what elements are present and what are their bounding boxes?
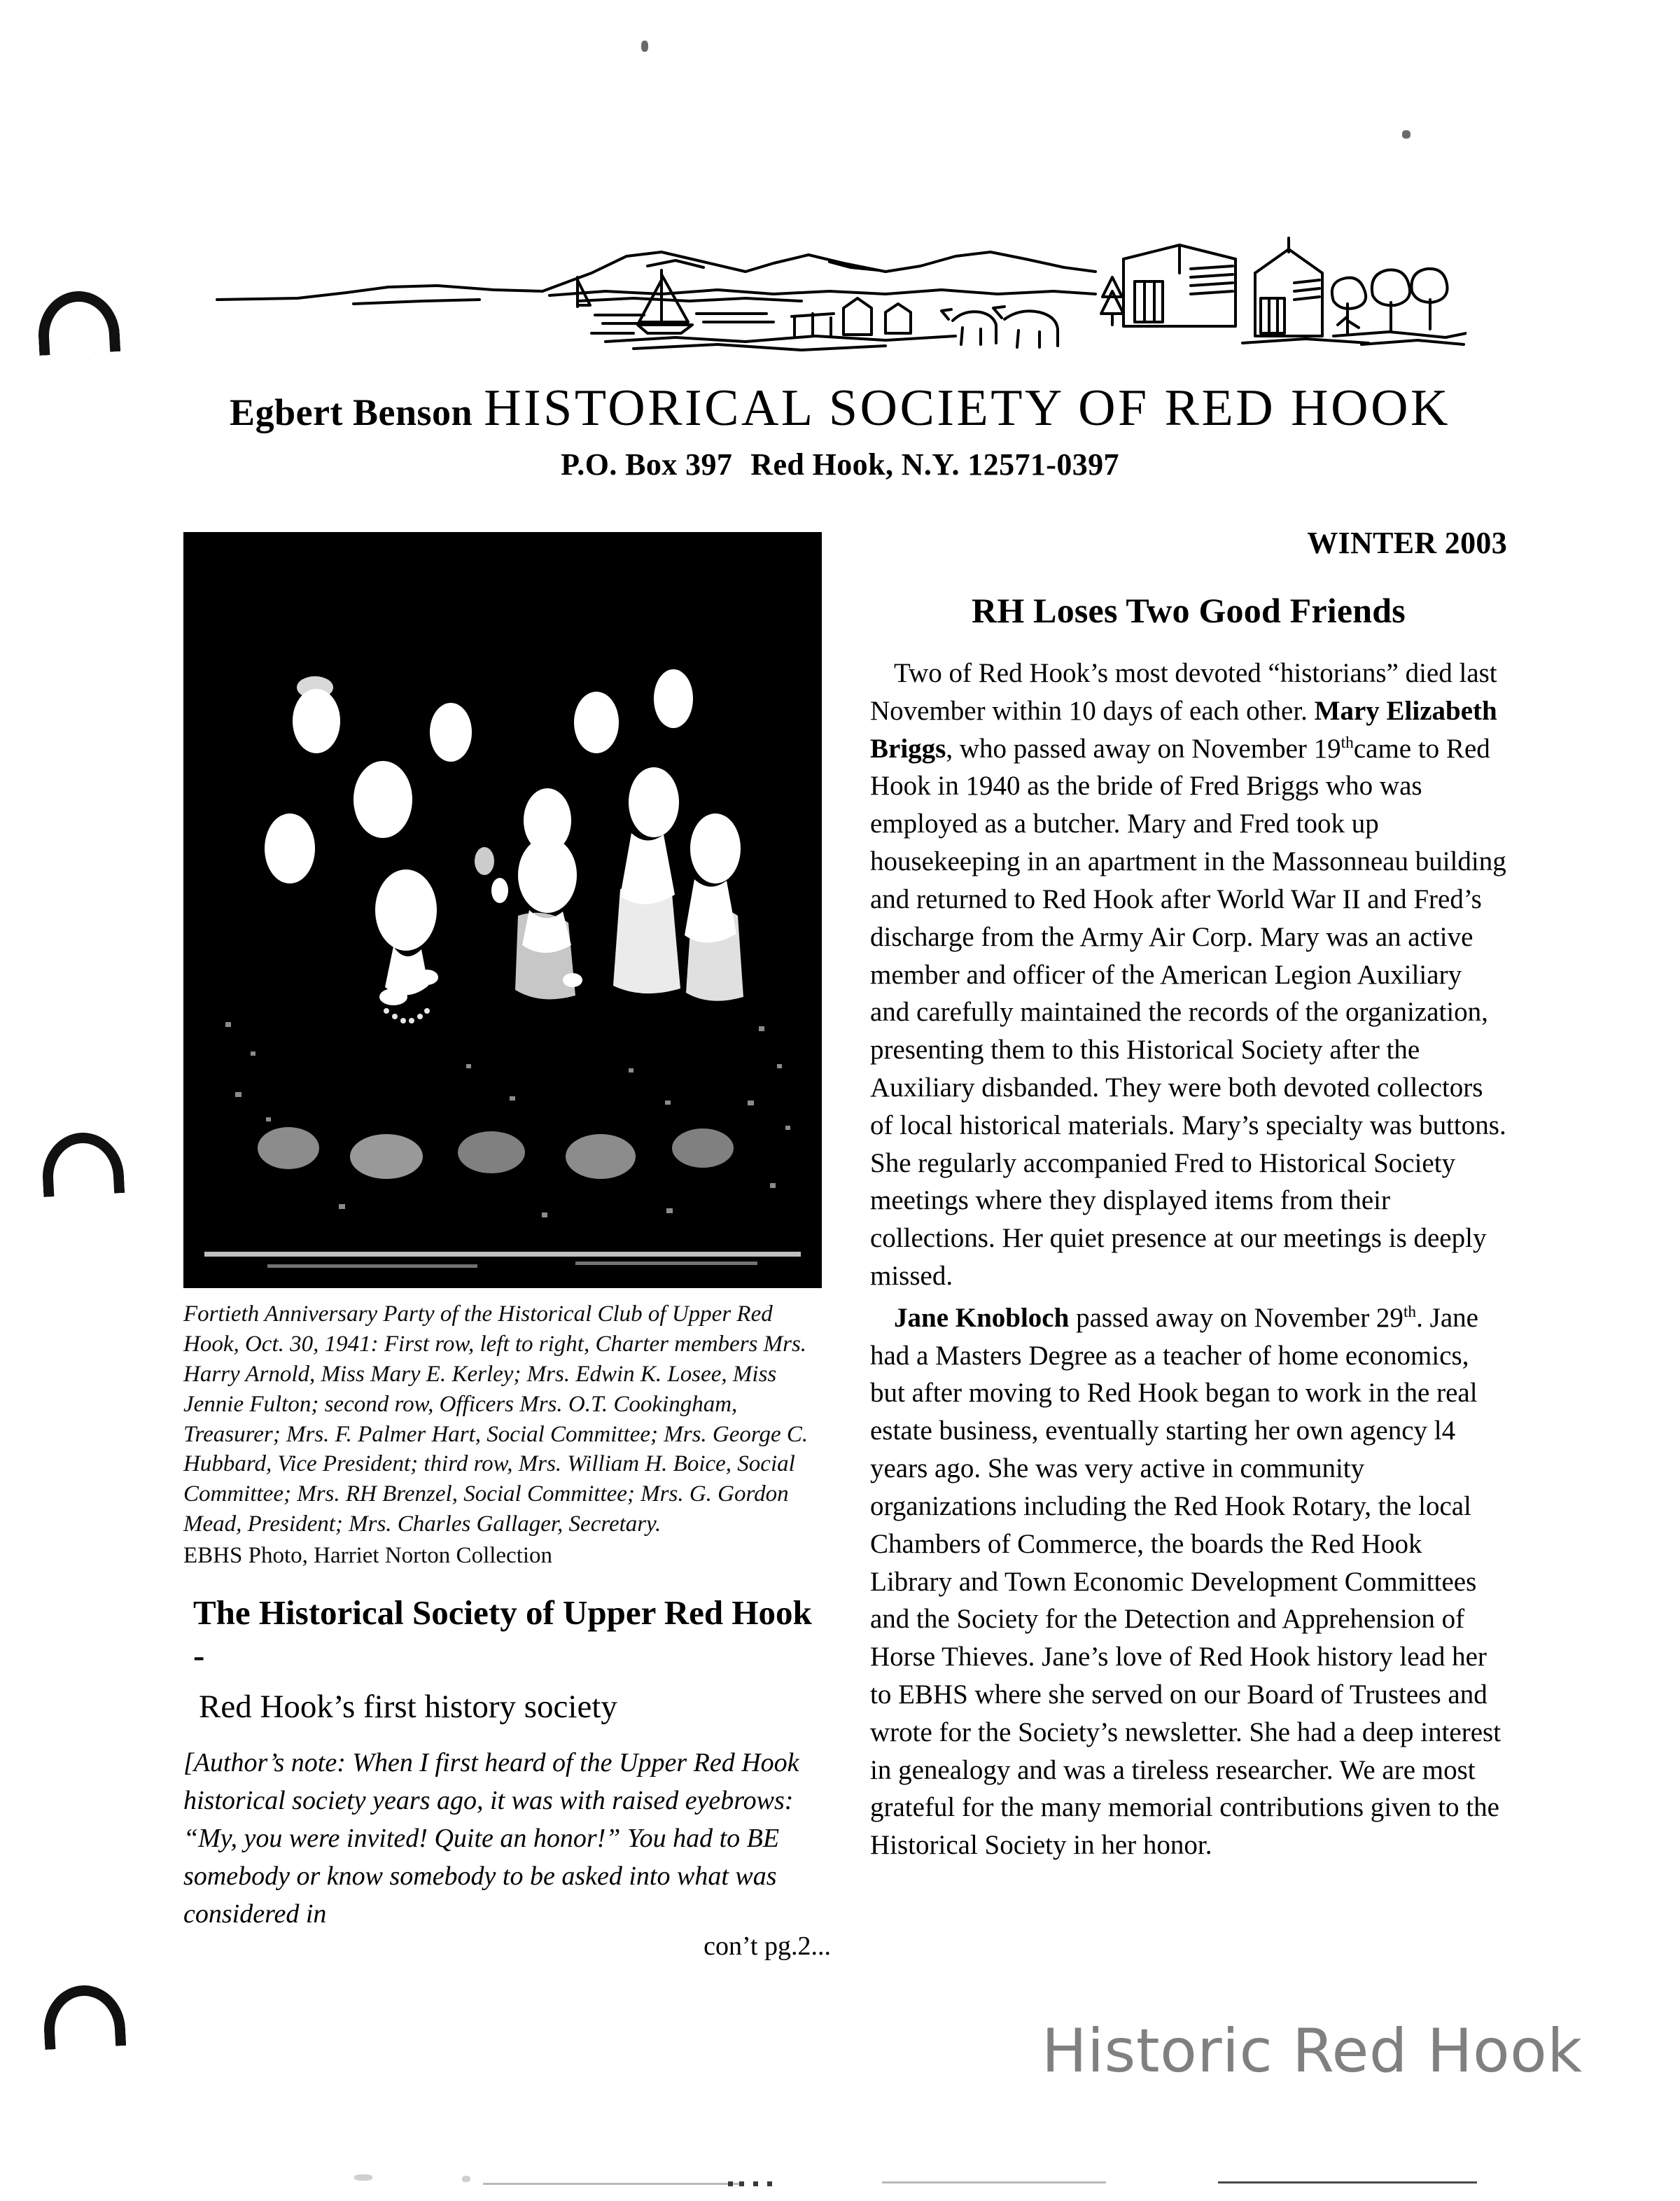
scan-speck bbox=[1402, 130, 1410, 139]
para1-after-a: , who passed away on November 19 bbox=[946, 733, 1341, 764]
scan-artifact bbox=[767, 2181, 772, 2186]
continued-note: con’t pg.2... bbox=[704, 1931, 831, 1961]
scan-speck bbox=[462, 2176, 470, 2182]
issue-date: WINTER 2003 bbox=[1307, 526, 1507, 560]
left-column bbox=[183, 532, 831, 1962]
article-title-rh-loses-two-good-friends: RH Loses Two Good Friends bbox=[972, 591, 1406, 630]
scan-speck bbox=[354, 2174, 372, 2181]
masthead-society-name: HISTORICAL SOCIETY OF RED HOOK bbox=[484, 379, 1450, 437]
group-photograph bbox=[183, 532, 822, 1288]
para1-lead: Two of Red Hook’s most devoted “historians” died last November within 10 days of each other. bbox=[870, 658, 1497, 726]
scan-artifact bbox=[483, 2183, 742, 2185]
article-headline-upper-red-hook: The Historical Society of Upper Red Hook - bbox=[193, 1593, 812, 1675]
masthead-script-name: Egbert Benson bbox=[230, 391, 473, 433]
masthead bbox=[0, 231, 1680, 482]
authors-note: [Author’s note: When I first heard of the Upper Red Hook historical society years ago, it was with raised eyebrows: “My, you were invited! Quite an honor!” You had to BE somebody or know somebody to be asked into what was considered in bbox=[183, 1747, 799, 1929]
ordinal-suffix: th bbox=[1403, 1302, 1417, 1321]
watermark-historic-red-hook: Historic Red Hook bbox=[1042, 2016, 1583, 2086]
scan-artifact bbox=[882, 2181, 1106, 2183]
photo-credit: EBHS Photo, Harriet Norton Collection bbox=[183, 1543, 553, 1569]
landscape-illustration-icon bbox=[214, 231, 1466, 364]
hole-punch-mark bbox=[42, 1983, 126, 2050]
obituary-paragraph-mary-briggs bbox=[870, 655, 1507, 1295]
obituary-paragraph-jane-knobloch bbox=[870, 1299, 1507, 1864]
scan-artifact bbox=[1218, 2181, 1477, 2183]
po-box: P.O. Box 397 bbox=[561, 447, 733, 482]
masthead-title-line bbox=[0, 379, 1680, 437]
scan-artifact bbox=[739, 2181, 744, 2186]
caption-text: Fortieth Anniversary Party of the Historical Club of Upper Red Hook, Oct. 30, 1941: First row, left to right, Charter members Mrs. Harry Arnold, Miss Mary E. Kerley; Mrs. Edwin K. Losee, Miss Jennie Fulton; second row, Officers Mrs. O.T. Cookingham, Treasurer; Mrs. F. Palmer Hart, Social Committee; Mrs. George C. Hubbard, Vice President; third row, Mrs. William H. Boice, Social Committee; Mrs. RH Brenzel, Social Committee; Mrs. G. Gordon Mead, President; Mrs. Charles Gallager, Secretary. bbox=[183, 1301, 808, 1537]
para1-after-b: came to Red Hook in 1940 as the bride of Fred Briggs who was employed as a butcher. Mary and Fred took up housekeeping in an apartment in the Massonneau building and returned to Red Hook after World War II and Fred’s discharge from the Army Air Corp. Mary was an active member and officer of the American Legion Auxiliary and carefully maintained the records of the organization, presenting them to this Historical Society after the Auxiliary disbanded. They were both devoted collectors of local historical materials. Mary’s specialty was buttons. She regularly accompanied Fred to Historical Society meetings where they displayed items from their collections. Her quiet presence at our meetings is deeply missed. bbox=[870, 733, 1506, 1291]
masthead-address bbox=[0, 447, 1680, 482]
scan-speck bbox=[641, 41, 648, 52]
person-name-jane-knobloch: Jane Knobloch bbox=[894, 1302, 1070, 1333]
photo-caption bbox=[183, 1299, 831, 1571]
para2-after-b: . Jane had a Masters Degree as a teacher of home economics, but after moving to Red Hook began to work in the real estate business, eventually starting her own agency l4 years ago. She was very active in community organizations including the Red Hook Rotary, the local Chambers of Commerce, the boards the Red Hook Library and Town Economic Development Committees and the Society for the Detection and Apprehension of Horse Thieves. Jane’s love of Red Hook history lead her to EBHS where she served on our Board of Trustees and wrote for the Society’s newsletter. She had a deep interest in genealogy and was a tireless researcher. We are most grateful for the many memorial contributions given to the Historical Society in her honor. bbox=[870, 1302, 1502, 1861]
para2-after-a: passed away on November 29 bbox=[1069, 1302, 1404, 1333]
city-state-zip: Red Hook, N.Y. 12571-0397 bbox=[750, 447, 1119, 482]
right-column bbox=[870, 525, 1507, 1864]
ordinal-suffix: th bbox=[1340, 733, 1354, 752]
person-name-mary-elizabeth-briggs: Mary Elizabeth Briggs bbox=[870, 695, 1497, 764]
scan-artifact bbox=[728, 2181, 733, 2186]
article-subhead: Red Hook’s first history society bbox=[199, 1688, 617, 1725]
scan-artifact bbox=[753, 2181, 758, 2186]
hole-punch-mark bbox=[41, 1131, 125, 1197]
